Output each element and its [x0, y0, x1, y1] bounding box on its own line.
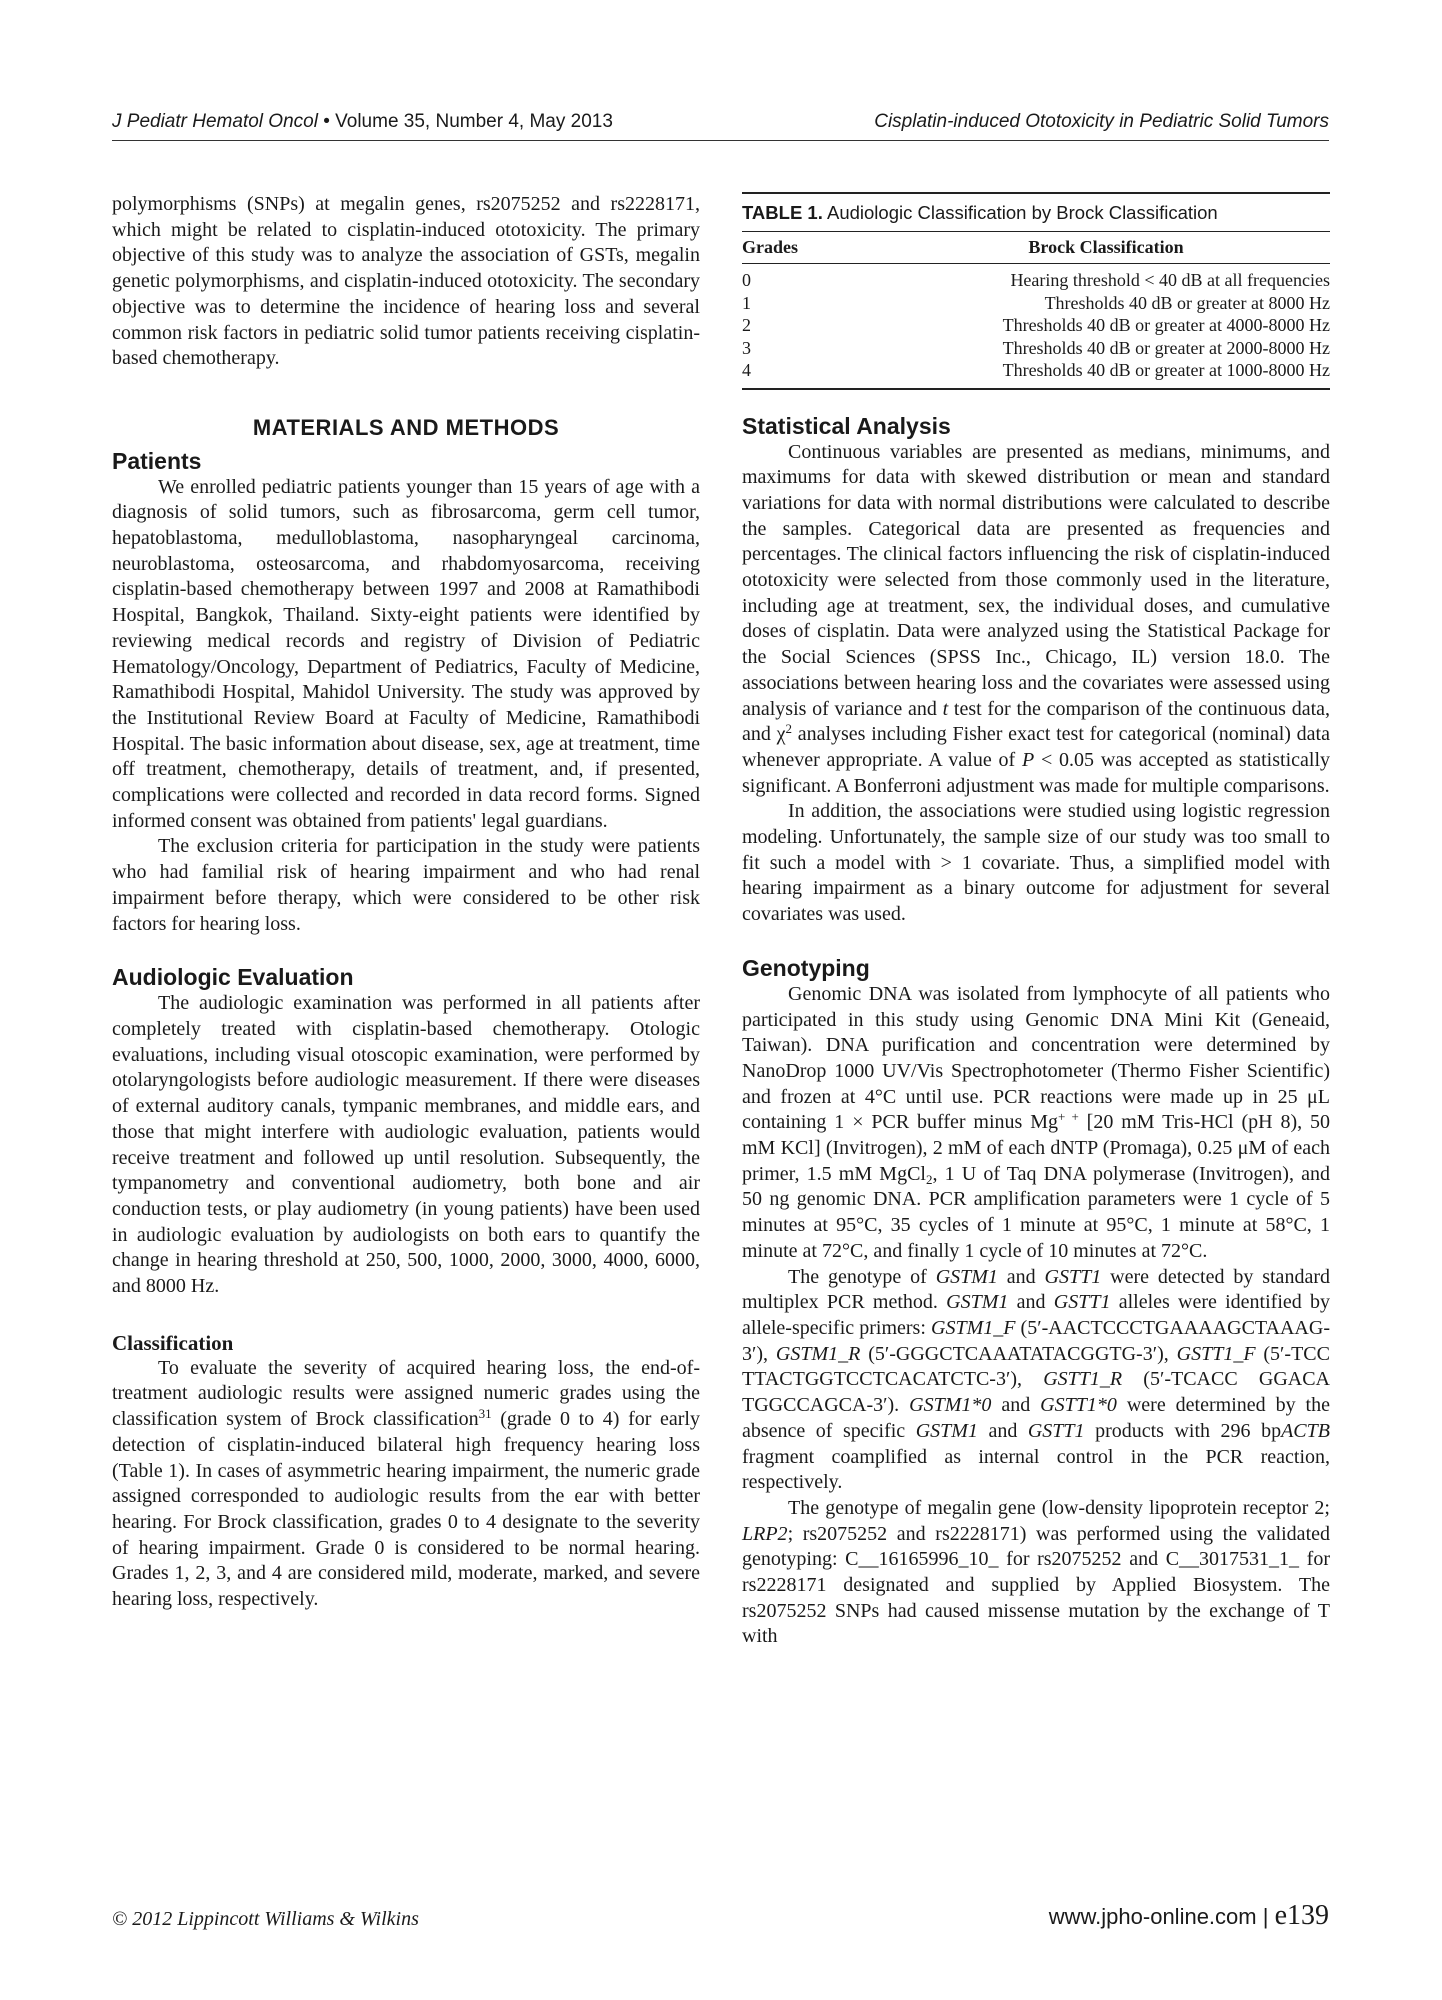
audiologic-paragraph: The audiologic examination was performed in all patients after completely treated with cisplatin-based chemotherapy. Otologic evaluations, including visual otoscopic examination, were performed by otolaryngologists before audiologic measurement. If there were diseases of external auditory canals, tympanic membranes, and middle ears, and those that might interfere with audiologic evaluation, patients would receive treatment and followed up until resolution. Subsequently, the tympanometry and conventional audiometry, both bone and air conduction tests, or play audiometry (in young patients) have been used in audiologic evaluation by audiologists on both ears to quantify the change in hearing threshold at 250, 500, 1000, 2000, 3000, 4000, 6000, and 8000 Hz.	[112, 992, 700, 1298]
running-title: Cisplatin-induced Ototoxicity in Pediatric Solid Tumors	[874, 111, 1329, 132]
intro-paragraph: polymorphisms (SNPs) at megalin genes, rs2075252 and rs2228171, which might be related to cisplatin-induced ototoxicity. The primary objective of this study was to analyze the association of GSTs, megalin genetic polymorphisms, and cisplatin-induced ototoxicity. The secondary objective was to determine the incidence of hearing loss and several common risk factors in pediatric solid tumor patients receiving cisplatin-based chemotherapy.	[112, 193, 700, 370]
description-cell: Hearing threshold < 40 dB at all frequencies	[1010, 270, 1330, 290]
gene-name: ACTB	[1281, 1419, 1330, 1442]
column-header-grades: Grades	[742, 236, 798, 257]
patients-paragraph-2: The exclusion criteria for participation in the study were patients who had familial risk of hearing impairment and who had renal impairment before therapy, which were considered to be other risk factors for hearing loss.	[112, 835, 700, 935]
primer-name: GSTT1_F	[1176, 1342, 1256, 1365]
page-footer	[1049, 1900, 1329, 1932]
geno-text-c: , 1 U of Taq DNA polymerase (Invitrogen), and 50 ng genomic DNA. PCR amplification parameters were 1 cycle of 5 minutes at 95°C, 35 cycles of 1 minute at 95°C, 1 minute at 58°C, 1 minute at 72°C, and finally 1 cycle of 10 minutes at 72°C.	[742, 1162, 1330, 1262]
page-number: e139	[1274, 1900, 1329, 1931]
table-1	[742, 192, 1330, 390]
primer-name: GSTT1_R	[1043, 1368, 1123, 1391]
geno-text-b: [20 mM Tris-HCl (pH 8), 50 mM KCl] (Invitrogen), 2 mM of each dNTP (Promaga), 0.25 μM of each primer, 1.5 mM MgCl	[742, 1111, 1330, 1185]
table-label: TABLE 1.	[742, 202, 823, 223]
t-symbol: t	[942, 697, 949, 720]
stat-text-a: Continuous variables are presented as medians, minimums, and maximums for data with skewed distribution or mean and standard variations for data with normal distributions were calculated to describe the samples. Categorical data are presented as frequencies and percentages. The clinical factors influencing the risk of cisplatin-induced ototoxicity were selected from those commonly used in the literature, including age at treatment, sex, the individual doses, and cumulative doses of cisplatin. Data were analyzed using the Statistical Package for the Social Sciences (SPSS Inc., Chicago, IL) version 18.0. The associations between hearing loss and the covariates were assessed using analysis of variance and	[742, 440, 1330, 720]
grade-cell: 3	[742, 337, 751, 358]
journal-name: J Pediatr Hematol Oncol	[112, 111, 318, 132]
statistical-paragraph-2: In addition, the associations were studied using logistic regression modeling. Unfortunately, the sample size of our study was too small to fit such a model with > 1 covariate. Thus, a simplified model with hearing impairment as a binary outcome for adjustment for several covariates was used.	[742, 800, 1330, 926]
gene-name: GSTM1	[935, 1265, 998, 1288]
classification-paragraph	[112, 1356, 700, 1613]
geno3-text: ; rs2075252 and rs2228171) was performed using the validated genotyping: C__16165996_10_ for rs2075252 and C__3017531_1_ for rs2228171 designated and supplied by Applied Biosystem. The rs2075252 SNPs had caused missense mutation by the exchange of T with	[742, 1522, 1330, 1648]
geno2-text: alleles were identified by allele-specific primers:	[742, 1291, 1330, 1339]
genotyping-heading: Genotyping	[742, 954, 870, 981]
primer-sequence: (5′-TCC TTACTGGTCCTCACATCTC-3′),	[742, 1342, 1330, 1391]
geno-text-a: Genomic DNA was isolated from lymphocyte of all patients who participated in this study using Genomic DNA Mini Kit (Geneaid, Taiwan). DNA purification and concentration were determined by NanoDrop 1000 UV/Vis Spectrophotometer (Thermo Fisher Scientific) and frozen at 4°C until use. PCR reactions were made up in 25 μL containing 1 × PCR buffer minus Mg	[742, 982, 1330, 1134]
geno2-text: and	[1008, 1291, 1054, 1314]
classification-text-a: To evaluate the severity of acquired hearing loss, the end-of-treatment audiologic results were assigned numeric grades using the classification system of Brock classification	[112, 1356, 700, 1431]
reference-citation: 31	[478, 1406, 492, 1422]
null-genotype: GSTM1*0	[909, 1394, 992, 1417]
journal-volume: Volume 35, Number 4, May 2013	[335, 111, 613, 132]
table-row	[742, 292, 1330, 315]
p-symbol: P	[1021, 748, 1035, 771]
patients-heading: Patients	[112, 447, 202, 474]
grade-cell: 0	[742, 270, 751, 290]
table-row	[742, 359, 1330, 382]
table-caption-text: Audiologic Classification by Brock Classification	[822, 202, 1218, 223]
genotyping-paragraph-3	[742, 1496, 1330, 1650]
geno2-text: were detected by standard multiplex PCR method.	[742, 1265, 1330, 1314]
geno2-text: fragment coamplified as internal control in the PCR reaction, respectively.	[742, 1445, 1330, 1494]
geno2-text: The genotype of	[788, 1265, 936, 1288]
stat-text-c: analyses including Fisher exact test for categorical (nominal) data whenever appropriate. A value of	[742, 723, 1330, 771]
statistical-paragraph-1	[742, 440, 1330, 800]
running-header	[112, 111, 1329, 139]
gene-name: GSTT1	[1027, 1419, 1085, 1442]
stat-text-d: < 0.05 was accepted as statistically significant. A Bonferroni adjustment was made for multiple comparisons.	[742, 748, 1331, 797]
classification-text-b: (grade 0 to 4) for early detection of cisplatin-induced bilateral high frequency hearing loss (Table 1). In cases of asymmetric hearing impairment, the numeric grade assigned corresponded to audiologic results from the ear with better hearing. For Brock classification, grades 0 to 4 designate to the severity of hearing impairment. Grade 0 is considered to be normal hearing. Grades 1, 2, 3, and 4 are considered mild, moderate, marked, and severe hearing loss, respectively.	[112, 1408, 700, 1611]
primer-name: GSTM1_F	[931, 1317, 1016, 1339]
statistical-analysis-heading: Statistical Analysis	[742, 412, 951, 439]
journal-website: www.jpho-online.com	[1048, 1904, 1257, 1929]
gene-name: GSTM1	[946, 1291, 1009, 1314]
gene-name: GSTT1	[1044, 1265, 1102, 1288]
primer-sequence: (5′-TCACC GGACA TGGCCAGCA-3′).	[742, 1368, 1330, 1417]
table-header-row	[742, 232, 1330, 264]
primer-name: GSTM1_R	[775, 1342, 861, 1365]
right-column	[742, 192, 1330, 1650]
geno2-text: and	[991, 1394, 1041, 1417]
gene-name: GSTM1	[915, 1419, 978, 1442]
grade-cell: 4	[742, 360, 751, 380]
geno2-text: and	[977, 1419, 1028, 1442]
table-row	[742, 337, 1330, 360]
table-caption	[742, 194, 1330, 231]
mg-charge: + +	[1057, 1109, 1079, 1125]
audiologic-evaluation-heading: Audiologic Evaluation	[112, 964, 354, 991]
description-cell: Thresholds 40 dB or greater at 4000-8000 Hz	[1002, 315, 1330, 335]
mgcl-subscript: 2	[925, 1171, 933, 1187]
genotyping-paragraph-2	[742, 1265, 1330, 1496]
copyright-notice: © 2012 Lippincott Williams & Wilkins	[112, 1908, 419, 1930]
grade-cell: 1	[742, 292, 751, 313]
table-row	[742, 269, 1330, 292]
footer-separator: |	[1256, 1904, 1275, 1929]
geno2-text: products with 296 bp	[1084, 1419, 1282, 1442]
geno2-text: and	[997, 1265, 1045, 1288]
stat-text-b: test for the comparison of the continuous data, and χ	[742, 697, 1330, 746]
gene-name: LRP2	[742, 1522, 788, 1545]
left-column	[112, 192, 700, 1613]
genotyping-paragraph-1	[742, 982, 1330, 1265]
chi-square-exponent: 2	[785, 721, 792, 737]
description-cell: Thresholds 40 dB or greater at 1000-8000 Hz	[1002, 360, 1330, 380]
null-genotype: GSTT1*0	[1040, 1394, 1117, 1417]
grade-cell: 2	[742, 315, 751, 335]
primer-sequence: (5′-GGGCTCAAATATACGGTG-3′),	[860, 1342, 1177, 1365]
patients-paragraph-1: We enrolled pediatric patients younger than 15 years of age with a diagnosis of solid tumors, such as fibrosarcoma, germ cell tumor, hepatoblastoma, medulloblastoma, nasopharyngeal carcinoma, neuroblastoma, osteosarcoma, and rhabdomyosarcoma, receiving cisplatin-based chemotherapy between 1997 and 2008 at Ramathibodi Hospital, Bangkok, Thailand. Sixty-eight patients were identified by reviewing medical records and registry of Division of Pediatric Hematology/Oncology, Department of Pediatrics, Faculty of Medicine, Ramathibodi Hospital, Mahidol University. The study was approved by the Institutional Review Board at Faculty of Medicine, Ramathibodi Hospital. The basic information about disease, sex, age at treatment, time off treatment, chemotherapy, details of treatment, and, if presented, complications were collected and recorded in data record forms. Signed informed consent was obtained from patients' legal guardians.	[112, 475, 700, 832]
header-bullet: •	[323, 111, 330, 132]
gene-name: GSTT1	[1053, 1291, 1111, 1314]
geno2-text: were determined by the absence of specific	[742, 1394, 1330, 1442]
description-cell: Thresholds 40 dB or greater at 2000-8000 Hz	[1002, 337, 1330, 358]
column-header-brock: Brock Classification	[1028, 236, 1184, 257]
primer-sequence: (5′-AACTCCCTGAAAAGCTAAAG-3′),	[742, 1317, 1330, 1365]
description-cell: Thresholds 40 dB or greater at 8000 Hz	[1044, 292, 1330, 313]
materials-methods-heading: MATERIALS AND METHODS	[252, 414, 560, 440]
header-divider	[112, 140, 1329, 141]
table-row	[742, 314, 1330, 337]
classification-heading: Classification	[112, 1330, 234, 1355]
geno3-text: The genotype of megalin gene (low-density lipoprotein receptor 2;	[788, 1496, 1330, 1519]
table-body	[742, 264, 1330, 388]
journal-citation	[112, 111, 613, 133]
